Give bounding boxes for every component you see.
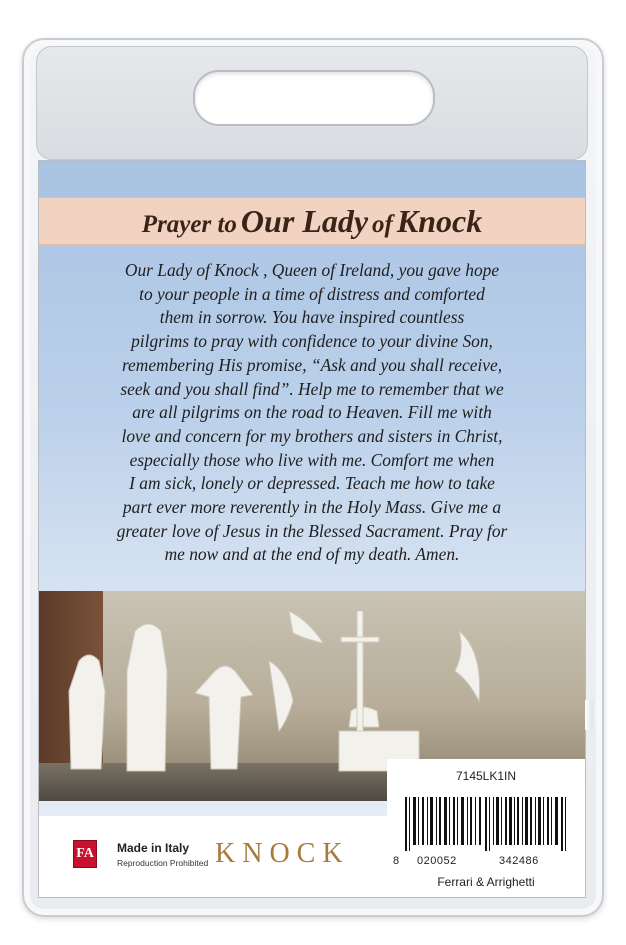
prayer-text	[63, 259, 561, 567]
title-prefix: Prayer to	[141, 211, 237, 238]
angel-left	[269, 661, 293, 731]
prayer-line: are all pilgrims on the road to Heaven. Fill me with	[132, 402, 492, 423]
blister-edge-shine	[585, 700, 593, 730]
prayer-line: seek and you shall find”. Help me to remember that we	[120, 378, 504, 399]
title-of: of	[372, 211, 393, 238]
fa-logo-icon: FA	[73, 840, 97, 868]
title-end: Knock	[396, 203, 483, 239]
barcode-first-digit: 8	[393, 855, 400, 867]
prayer-title	[39, 198, 585, 251]
barcode-right-group: 342486	[499, 855, 539, 867]
made-in-italy: Made in Italy	[117, 841, 190, 855]
prayer-line: them in sorrow. You have inspired countless	[159, 307, 465, 328]
prayer-line: I am sick, lonely or depressed. Teach me how to take	[129, 473, 495, 494]
barcode-label	[387, 759, 585, 897]
knock-logo: KNOCK	[215, 838, 350, 869]
reproduction-prohibited: Reproduction Prohibited	[117, 858, 209, 868]
prayer-card	[38, 160, 586, 898]
angel-right	[455, 631, 480, 701]
barcode-icon	[399, 797, 575, 851]
cross-vertical	[357, 611, 363, 731]
prayer-line: to your people in a time of distress and comforted	[139, 283, 485, 304]
title-band	[39, 197, 585, 245]
prayer-line: love and concern for my brothers and sisters in Christ,	[121, 425, 503, 446]
prayer-line: especially those who live with me. Comfort me when	[129, 449, 495, 470]
manufacturer-name: Ferrari & Arrighetti	[437, 875, 535, 889]
title-main: Our Lady	[240, 203, 369, 239]
lamb	[349, 707, 379, 727]
prayer-line: pilgrims to pray with confidence to your divine Son,	[131, 331, 493, 352]
statue-our-lady	[127, 624, 167, 771]
barcode-left-group: 020052	[417, 855, 457, 867]
prayer-line: me now and at the end of my death. Amen.	[164, 544, 460, 565]
angel-top	[289, 611, 323, 643]
hang-hole	[193, 70, 435, 126]
prayer-line: part ever more reverently in the Holy Mass. Give me a	[122, 497, 502, 518]
cross-horizontal	[341, 637, 379, 642]
statue-st-joseph	[69, 655, 105, 769]
sku-code: 7145LK1IN	[455, 769, 517, 783]
prayer-line: Our Lady of Knock , Queen of Ireland, you gave hope	[124, 260, 500, 280]
statue-st-john	[195, 666, 253, 769]
prayer-line: greater love of Jesus in the Blessed Sacrament. Pray for	[116, 520, 508, 541]
prayer-line: remembering His promise, “Ask and you shall receive,	[121, 354, 503, 375]
